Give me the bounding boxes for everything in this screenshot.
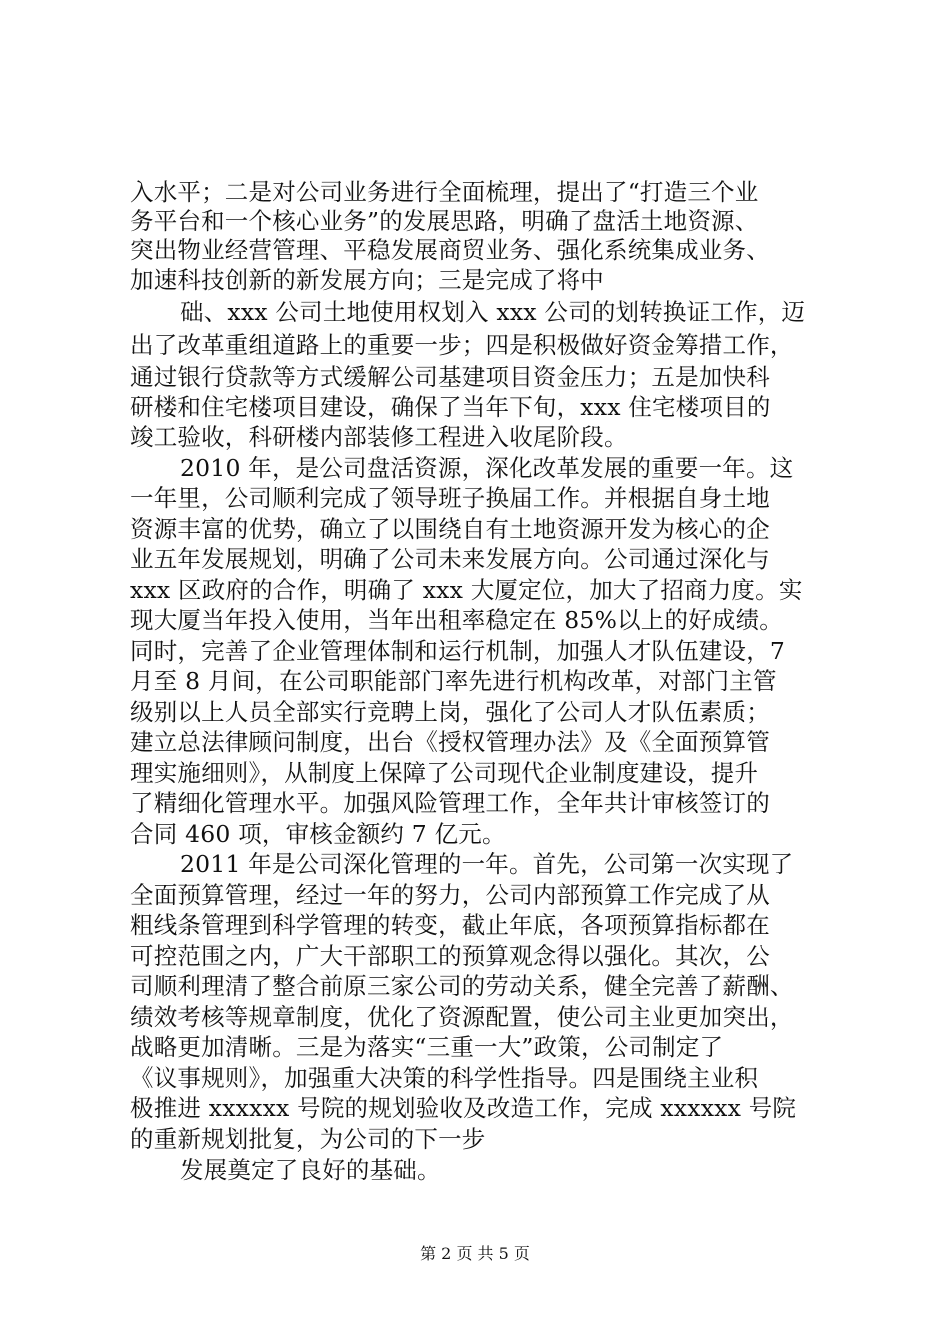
text-line: 资源丰富的优势，确立了以围绕自有土地资源开发为核心的企 xyxy=(130,515,770,543)
text-line: 加速科技创新的新发展方向；三是完成了将中 xyxy=(130,266,604,294)
text-line: 月至 8 月间，在公司职能部门率先进行机构改革，对部门主管 xyxy=(130,667,777,695)
text-line: xxx 区政府的合作，明确了 xxx 大厦定位，加大了招商力度。实 xyxy=(130,576,803,604)
text-line: 突出物业经营管理、平稳发展商贸业务、强化系统集成业务、 xyxy=(130,236,770,264)
text-line: 《议事规则》，加强重大决策的科学性指导。四是围绕主业积 xyxy=(130,1064,759,1092)
text-line: 了精细化管理水平。加强风险管理工作，全年共计审核签订的 xyxy=(130,789,770,817)
text-line: 业五年发展规划，明确了公司未来发展方向。公司通过深化与 xyxy=(130,545,770,573)
text-line: 2010 年，是公司盘活资源，深化改革发展的重要一年。这 xyxy=(180,454,794,482)
text-line: 理实施细则》，从制度上保障了公司现代企业制度建设，提升 xyxy=(130,759,759,787)
text-line: 全面预算管理，经过一年的努力，公司内部预算工作完成了从 xyxy=(130,881,770,909)
text-line: 一年里，公司顺利完成了领导班子换届工作。并根据自身土地 xyxy=(130,484,770,512)
text-line: 极推进 xxxxxx 号院的规划验收及改造工作，完成 xxxxxx 号院 xyxy=(130,1094,797,1122)
text-line: 2011 年是公司深化管理的一年。首先，公司第一次实现了 xyxy=(180,850,794,878)
text-line: 入水平；二是对公司业务进行全面梳理，提出了“打造三个业 xyxy=(130,178,759,206)
text-line: 础、xxx 公司土地使用权划入 xxx 公司的划转换证工作，迈 xyxy=(180,298,806,326)
text-line: 建立总法律顾问制度，出台《授权管理办法》及《全面预算管 xyxy=(130,728,770,756)
text-line: 战略更加清晰。三是为落实“三重一大”政策，公司制定了 xyxy=(130,1033,724,1061)
text-line: 出了改革重组道路上的重要一步；四是积极做好资金筹措工作， xyxy=(130,331,794,359)
text-line: 发展奠定了良好的基础。 xyxy=(180,1156,441,1184)
text-line: 司顺利理清了整合前原三家公司的劳动关系，健全完善了薪酬、 xyxy=(130,972,794,1000)
text-line: 通过银行贷款等方式缓解公司基建项目资金压力；五是加快科 xyxy=(130,363,770,391)
page-footer: 第 2 页 共 5 页 xyxy=(420,1244,530,1263)
text-line: 竣工验收，科研楼内部装修工程进入收尾阶段。 xyxy=(130,423,628,451)
text-line: 同时，完善了企业管理体制和运行机制，加强人才队伍建设，7 xyxy=(130,637,786,665)
text-line: 的重新规划批复，为公司的下一步 xyxy=(130,1125,486,1153)
text-line: 研楼和住宅楼项目建设，确保了当年下旬，xxx 住宅楼项目的 xyxy=(130,393,771,421)
text-line: 可控范围之内，广大干部职工的预算观念得以强化。其次，公 xyxy=(130,942,770,970)
text-line: 绩效考核等规章制度，优化了资源配置，使公司主业更加突出， xyxy=(130,1003,794,1031)
text-line: 级别以上人员全部实行竞聘上岗，强化了公司人才队伍素质； xyxy=(130,698,770,726)
text-line: 合同 460 项，审核金额约 7 亿元。 xyxy=(130,820,506,848)
text-line: 务平台和一个核心业务”的发展思路，明确了盘活土地资源、 xyxy=(130,207,759,235)
text-line: 粗线条管理到科学管理的转变，截止年底，各项预算指标都在 xyxy=(130,911,770,939)
text-line: 现大厦当年投入使用，当年出租率稳定在 85%以上的好成绩。 xyxy=(130,606,784,634)
